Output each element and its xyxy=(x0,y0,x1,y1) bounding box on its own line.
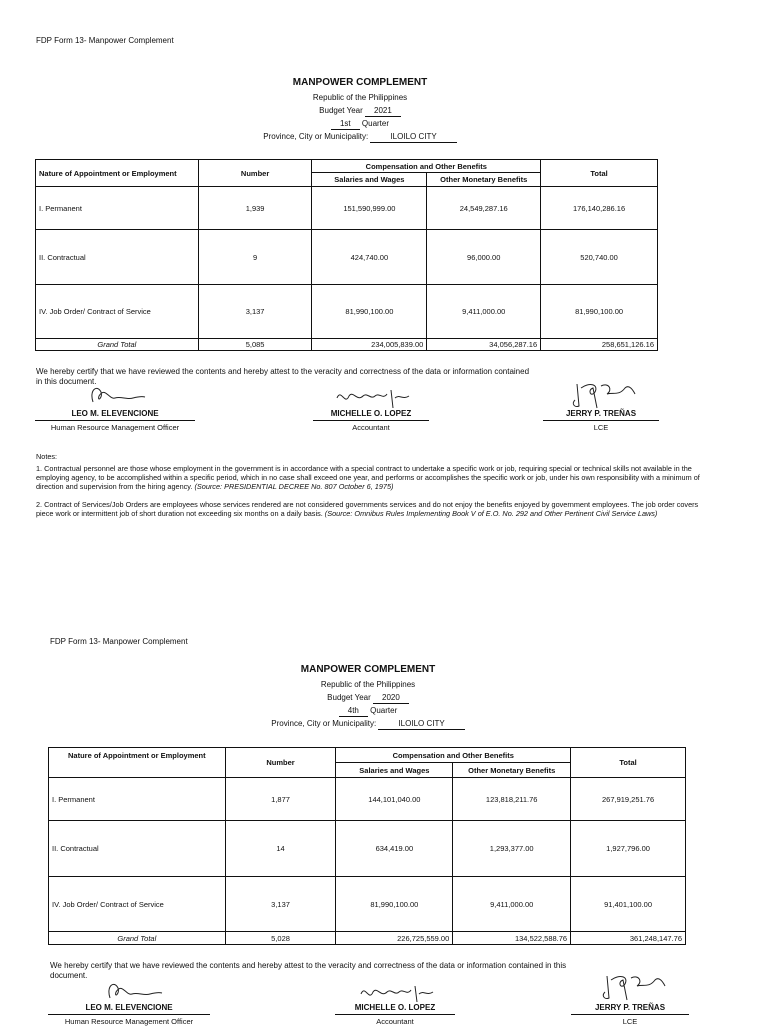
document-title: MANPOWER COMPLEMENT xyxy=(300,664,436,675)
signatory-role: Accountant xyxy=(376,1017,414,1026)
signature-line xyxy=(543,420,659,421)
grand-total-number: 5,085 xyxy=(198,339,312,351)
note-1-text: 1. Contractual personnel are those whose employment in the government is in accordance with a special contract to undertake a specific work or job, requiring special or technical skills not available in the employing agency, to be accomplished within a specific period, which in no case shall exceed one year, and performs or accomplishes the specific work or job, under his own responsibility with a minimum of direction and supervision from the hiring agency. xyxy=(36,464,700,491)
row-other-benefits: 123,818,211.76 xyxy=(453,778,571,821)
row-salaries: 144,101,040.00 xyxy=(336,778,453,821)
row-salaries: 151,590,999.00 xyxy=(312,187,427,230)
quarter-value: 1st xyxy=(331,119,360,130)
row-total: 1,927,796.00 xyxy=(571,821,686,877)
row-salaries: 81,990,100.00 xyxy=(312,285,427,339)
row-total: 520,740.00 xyxy=(541,230,658,285)
province-label: Province, City or Municipality: xyxy=(263,132,369,141)
grand-total-salaries: 226,725,559.00 xyxy=(336,932,453,945)
province-label: Province, City or Municipality: xyxy=(271,719,377,728)
row-number: 9 xyxy=(198,230,312,285)
grand-total-total: 361,248,147.76 xyxy=(571,932,686,945)
row-salaries: 634,419.00 xyxy=(336,821,453,877)
signature-scribble xyxy=(87,382,147,408)
document-header xyxy=(200,76,520,143)
row-total: 176,140,286.16 xyxy=(541,187,658,230)
certification-text: We hereby certify that we have reviewed the contents and hereby attest to the veracity and correctness of the data or information contained in this document. xyxy=(50,961,567,980)
signature-line xyxy=(313,420,429,421)
signatory-name: JERRY P. TREÑAS xyxy=(565,409,637,418)
row-number: 3,137 xyxy=(198,285,312,339)
manpower-table xyxy=(35,159,658,351)
signatory-accountant xyxy=(335,980,455,1024)
signatory-name: JERRY P. TREÑAS xyxy=(594,1003,666,1012)
row-nature: I. Permanent xyxy=(36,187,199,230)
row-total: 81,990,100.00 xyxy=(541,285,658,339)
province-value: ILOILO CITY xyxy=(378,719,464,730)
form-label: FDP Form 13- Manpower Complement xyxy=(36,36,174,45)
grand-total-label: Grand Total xyxy=(49,932,226,945)
signature-line xyxy=(35,420,195,421)
row-total: 267,919,251.76 xyxy=(571,778,686,821)
signatory-role: Human Resource Management Officer xyxy=(64,1017,194,1026)
budget-year-label: Budget Year xyxy=(327,693,371,702)
signature-scribble xyxy=(569,380,639,410)
row-nature: II. Contractual xyxy=(49,821,226,877)
notes-heading: Notes: xyxy=(36,452,58,461)
row-number: 14 xyxy=(225,821,336,877)
grand-total-total: 258,651,126.16 xyxy=(541,339,658,351)
certification-text: We hereby certify that we have reviewed the contents and hereby attest to the veracity and correctness of the data or information contained in this document. xyxy=(36,367,530,386)
signatory-role: LCE xyxy=(593,423,609,432)
table-row xyxy=(36,230,658,285)
header-total: Total xyxy=(541,160,658,187)
quarter-label: Quarter xyxy=(361,119,390,128)
signatory-name: MICHELLE O. LOPEZ xyxy=(354,1003,436,1012)
row-total: 91,401,100.00 xyxy=(571,877,686,932)
signatory-role: Human Resource Management Officer xyxy=(50,423,180,432)
header-salaries: Salaries and Wages xyxy=(312,173,427,187)
row-nature: IV. Job Order/ Contract of Service xyxy=(49,877,226,932)
note-2 xyxy=(36,500,704,518)
table-row xyxy=(36,285,658,339)
budget-year-value: 2020 xyxy=(373,693,409,704)
signatory-name: LEO M. ELEVENCIONE xyxy=(85,1003,173,1012)
budget-year-line xyxy=(200,104,520,117)
header-other-benefits: Other Monetary Benefits xyxy=(453,763,571,778)
signatory-hrmo xyxy=(48,978,210,1024)
republic-line: Republic of the Philippines xyxy=(312,93,408,102)
row-nature: IV. Job Order/ Contract of Service xyxy=(36,285,199,339)
note-1-source: (Source: PRESIDENTIAL DECREE No. 807 October 6, 1975) xyxy=(194,482,394,491)
table-row xyxy=(49,778,686,821)
header-compensation: Compensation and Other Benefits xyxy=(312,160,541,173)
grand-total-salaries: 234,005,839.00 xyxy=(312,339,427,351)
header-nature: Nature of Appointment or Employment xyxy=(36,160,199,187)
province-line xyxy=(208,717,528,730)
grand-total-other-benefits: 134,522,588.76 xyxy=(453,932,571,945)
header-other-benefits: Other Monetary Benefits xyxy=(427,173,541,187)
row-number: 3,137 xyxy=(225,877,336,932)
budget-year-value: 2021 xyxy=(365,106,401,117)
signatory-role: Accountant xyxy=(352,423,390,432)
row-salaries: 81,990,100.00 xyxy=(336,877,453,932)
note-2-text: 2. Contract of Services/Job Orders are employees whose services rendered are not considered governments services and do not enjoy the benefits enjoyed by government employees. The job order covers piece work or intermittent job of short duration not exceeding six months on a daily basis. xyxy=(36,500,699,518)
note-1 xyxy=(36,464,704,491)
manpower-table xyxy=(48,747,686,945)
row-other-benefits: 9,411,000.00 xyxy=(453,877,571,932)
signature-line xyxy=(571,1014,689,1015)
quarter-label: Quarter xyxy=(370,706,398,715)
signature-line xyxy=(48,1014,210,1015)
signature-scribble xyxy=(599,972,669,1002)
header-number: Number xyxy=(198,160,312,187)
header-total: Total xyxy=(571,748,686,778)
row-nature: I. Permanent xyxy=(49,778,226,821)
quarter-line xyxy=(200,117,520,130)
table-row xyxy=(49,877,686,932)
grand-total-row xyxy=(49,932,686,945)
signature-scribble xyxy=(357,980,437,1004)
signature-scribble xyxy=(104,978,164,1002)
signatory-name: LEO M. ELEVENCIONE xyxy=(71,409,159,418)
row-nature: II. Contractual xyxy=(36,230,199,285)
header-nature: Nature of Appointment or Employment xyxy=(49,748,226,778)
row-number: 1,877 xyxy=(225,778,336,821)
notes-section xyxy=(36,452,704,527)
row-other-benefits: 1,293,377.00 xyxy=(453,821,571,877)
grand-total-row xyxy=(36,339,658,351)
signatory-accountant xyxy=(313,382,429,436)
budget-year-label: Budget Year xyxy=(319,106,363,115)
grand-total-label: Grand Total xyxy=(36,339,199,351)
header-salaries: Salaries and Wages xyxy=(336,763,453,778)
header-number: Number xyxy=(225,748,336,778)
province-value: ILOILO CITY xyxy=(370,132,456,143)
document-title: MANPOWER COMPLEMENT xyxy=(292,77,428,88)
signature-line xyxy=(335,1014,455,1015)
row-number: 1,939 xyxy=(198,187,312,230)
row-salaries: 424,740.00 xyxy=(312,230,427,285)
grand-total-number: 5,028 xyxy=(225,932,336,945)
signatory-name: MICHELLE O. LOPEZ xyxy=(330,409,412,418)
quarter-value: 4th xyxy=(339,706,368,717)
province-line xyxy=(200,130,520,143)
table-row xyxy=(49,821,686,877)
row-other-benefits: 24,549,287.16 xyxy=(427,187,541,230)
signatory-hrmo xyxy=(35,382,195,436)
note-2-source: (Source: Omnibus Rules Implementing Book V of E.O. No. 292 and Other Pertinent Civil Service Laws) xyxy=(324,509,658,518)
document-header xyxy=(208,663,528,730)
grand-total-other-benefits: 34,056,287.16 xyxy=(427,339,541,351)
row-other-benefits: 9,411,000.00 xyxy=(427,285,541,339)
quarter-line xyxy=(208,704,528,717)
header-compensation: Compensation and Other Benefits xyxy=(336,748,571,763)
republic-line: Republic of the Philippines xyxy=(320,680,416,689)
signature-scribble xyxy=(333,384,413,410)
form-label: FDP Form 13- Manpower Complement xyxy=(50,637,188,646)
budget-year-line xyxy=(208,691,528,704)
table-row xyxy=(36,187,658,230)
signatory-role: LCE xyxy=(622,1017,638,1026)
signatory-lce xyxy=(571,972,689,1024)
signatory-lce xyxy=(543,380,659,436)
row-other-benefits: 96,000.00 xyxy=(427,230,541,285)
